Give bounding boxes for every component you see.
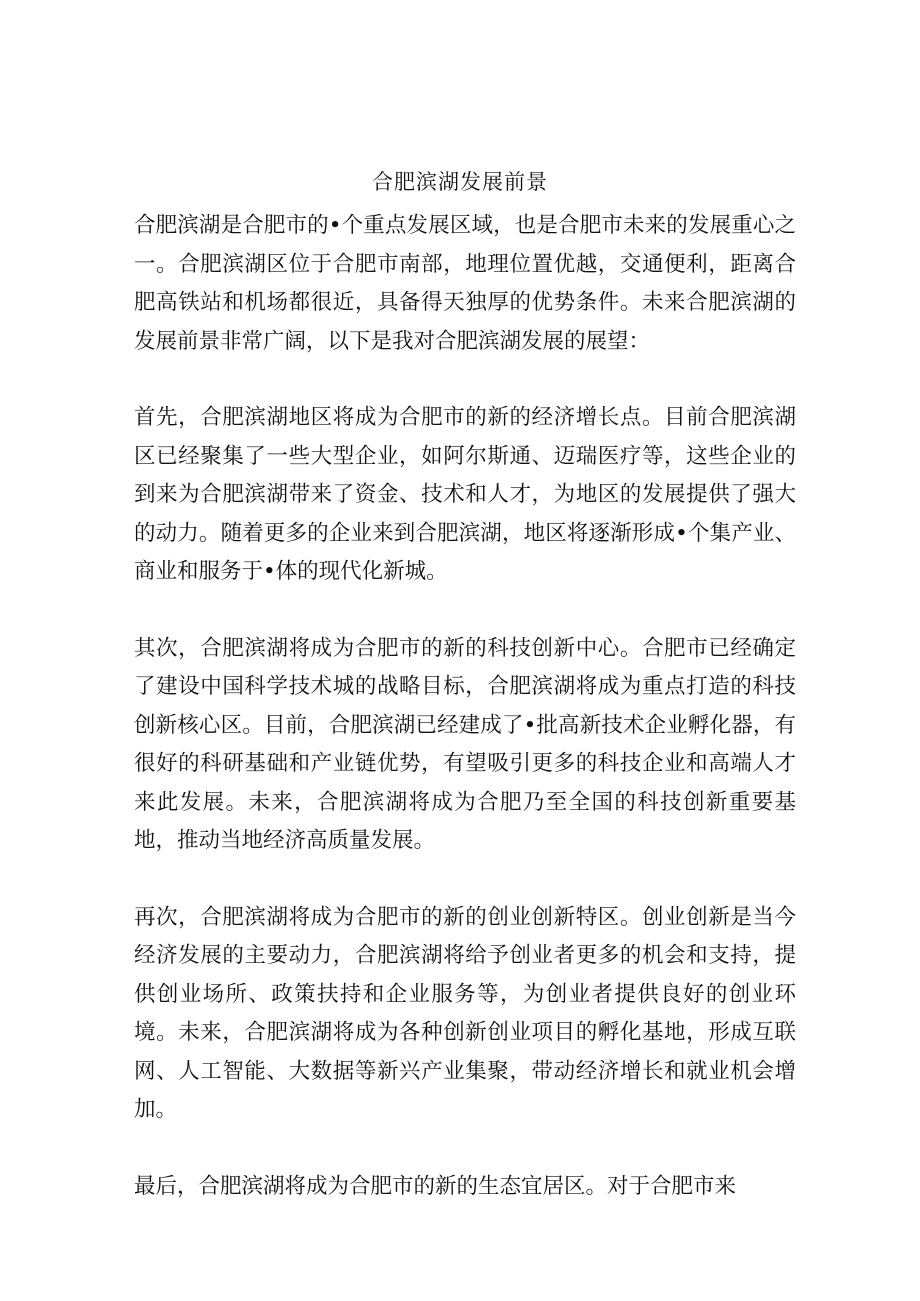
document-body (134, 207, 796, 1244)
document-title: 合肥滨湖发展前景 (372, 170, 548, 194)
paragraph-first: 首先，合肥滨湖地区将成为合肥市的新的经济增长点。目前合肥滨湖区已经聚集了一些大型企业，如阿尔斯通、迈瑞医疗等，这些企业的到来为合肥滨湖带来了资金、技术和人才，为地区的发展提供了强大的动力。随着更多的企业来到合肥滨湖，地区将逐渐形成•个集产业、商业和服务于•体的现代化新城。 (134, 405, 796, 584)
paragraph-second: 其次，合肥滨湖将成为合肥市的新的科技创新中心。合肥市已经确定了建设中国科学技术城的战略目标，合肥滨湖将成为重点打造的科技创新核心区。目前，合肥滨湖已经建成了•批高新技术企业孵化器，有很好的科研基础和产业链优势，有望吸引更多的科技企业和高端人才来此发展。未来，合肥滨湖将成为合肥乃至全国的科技创新重要基地，推动当地经济高质量发展。 (134, 635, 796, 853)
paragraph-last: 最后，合肥滨湖将成为合肥市的新的生态宜居区。对于合肥市来 (134, 1173, 737, 1199)
paragraph-third: 再次，合肥滨湖将成为合肥市的新的创业创新特区。创业创新是当今经济发展的主要动力，合肥滨湖将给予创业者更多的机会和支持，提供创业场所、政策扶持和企业服务等，为创业者提供良好的创业环境。未来，合肥滨湖将成为各种创新创业项目的孵化基地，形成互联网、人工智能、大数据等新兴产业集聚，带动经济增长和就业机会增加。 (134, 904, 796, 1122)
paragraph-intro: 合肥滨湖是合肥市的•个重点发展区域，也是合肥市未来的发展重心之一。合肥滨湖区位于合肥市南部，地理位置优越，交通便利，距离合肥高铁站和机场都很近，具备得天独厚的优势条件。未来合肥滨湖的发展前景非常广阔，以下是我对合肥滨湖发展的展望： (134, 213, 796, 354)
